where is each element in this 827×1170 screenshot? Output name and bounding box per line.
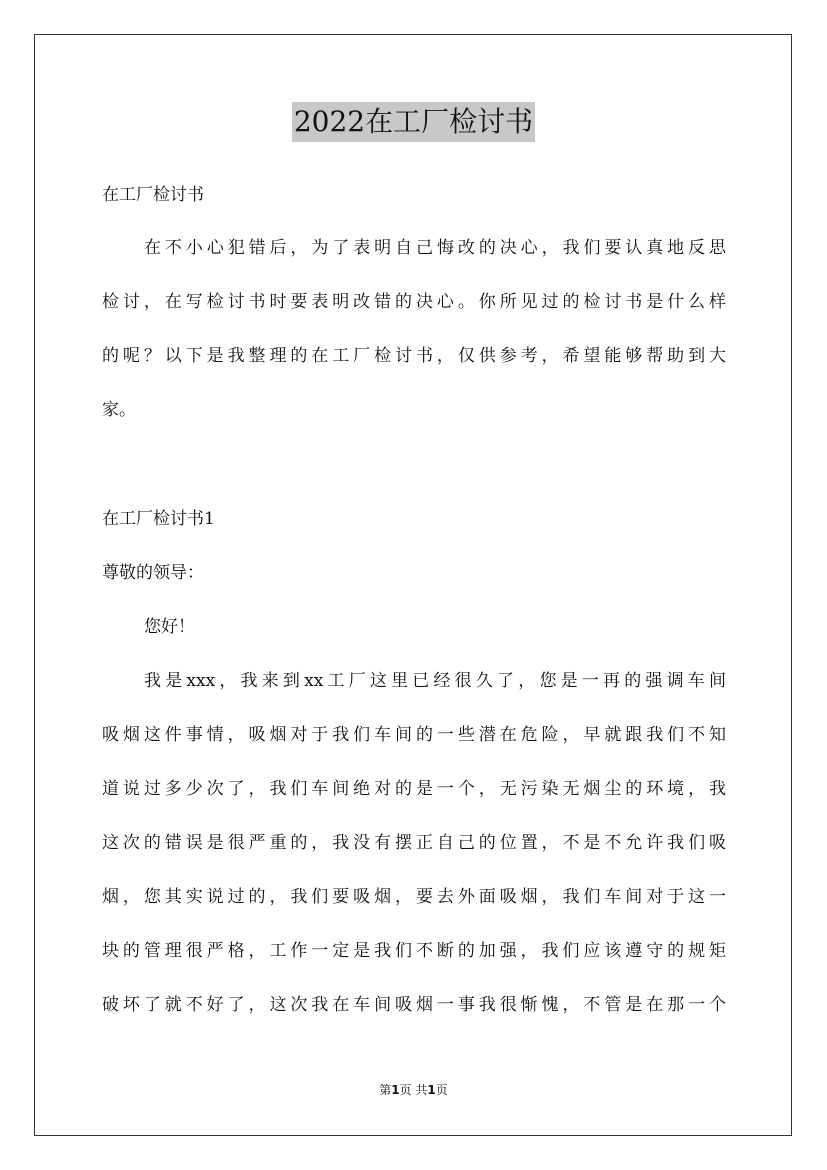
page-footer [0,1082,827,1098]
footer-mid: 页 共 [399,1083,428,1097]
greeting: 您好！ [144,617,195,637]
body-line-7: 破坏了就不好了，这次我在车间吸烟一事我很惭愧，不管是在那一个 [102,995,726,1015]
body-line-4: 这次的错误是很严重的，我没有摆正自己的位置，不是不允许我们吸 [102,833,726,853]
footer-prefix: 第 [379,1083,392,1097]
footer-suffix: 页 [435,1083,448,1097]
document-subtitle: 在工厂检讨书 [102,185,204,205]
intro-line-4: 家。 [102,400,136,420]
body-line-6: 块的管理很严格，工作一定是我们不断的加强，我们应该遵守的规矩 [102,941,726,961]
body-line-3: 道说过多少次了，我们车间绝对的是一个，无污染无烟尘的环境，我 [102,779,726,799]
intro-line-2: 检讨，在写检讨书时要表明改错的决心。你所见过的检讨书是什么样 [102,292,726,312]
section-heading: 在工厂检讨书1 [102,509,215,529]
document-title: 2022在工厂检讨书 [292,102,535,142]
body-line-1: 我是xxx，我来到xx工厂这里已经很久了，您是一再的强调车间 [144,671,726,691]
intro-line-3: 的呢？以下是我整理的在工厂检讨书，仅供参考，希望能够帮助到大 [102,346,726,366]
footer-page-total: 1 [427,1083,436,1097]
title-container [0,102,827,142]
body-line-2: 吸烟这件事情，吸烟对于我们车间的一些潜在危险，早就跟我们不知 [102,725,726,745]
footer-page-number: 1 [391,1083,400,1097]
body-line-5: 烟，您其实说过的，我们要吸烟，要去外面吸烟，我们车间对于这一 [102,887,726,907]
salutation: 尊敬的领导： [102,563,204,583]
intro-line-1: 在不小心犯错后，为了表明自己悔改的决心，我们要认真地反思 [144,238,726,258]
